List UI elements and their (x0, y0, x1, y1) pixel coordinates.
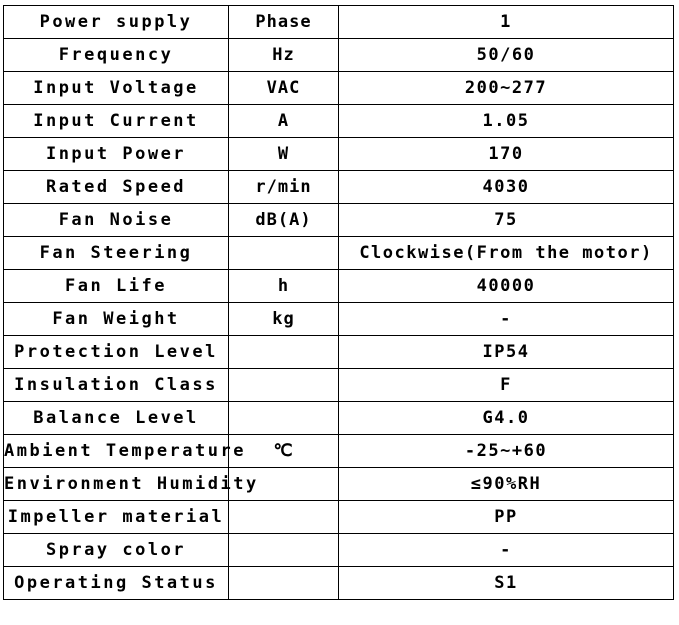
parameter-cell: Input Current (4, 105, 229, 138)
value-cell: - (339, 303, 674, 336)
parameter-cell: Input Voltage (4, 72, 229, 105)
parameter-cell: Rated Speed (4, 171, 229, 204)
unit-cell (229, 501, 339, 534)
value-cell: F (339, 369, 674, 402)
value-cell: -25~+60 (339, 435, 674, 468)
unit-cell: dB(A) (229, 204, 339, 237)
table-row (4, 501, 674, 534)
parameter-cell: Fan Life (4, 270, 229, 303)
value-cell: Clockwise(From the motor) (339, 237, 674, 270)
unit-cell: A (229, 105, 339, 138)
unit-cell: ℃ (229, 435, 339, 468)
value-cell: 1 (339, 6, 674, 39)
unit-cell: W (229, 138, 339, 171)
value-cell: 200~277 (339, 72, 674, 105)
value-cell: 40000 (339, 270, 674, 303)
parameter-cell: Input Power (4, 138, 229, 171)
parameter-cell: Impeller material (4, 501, 229, 534)
table-row (4, 468, 674, 501)
parameter-cell: Insulation Class (4, 369, 229, 402)
unit-cell: kg (229, 303, 339, 336)
unit-cell: Hz (229, 39, 339, 72)
value-cell: 50/60 (339, 39, 674, 72)
table-row (4, 6, 674, 39)
table-row (4, 138, 674, 171)
parameter-cell: Power supply (4, 6, 229, 39)
value-cell: G4.0 (339, 402, 674, 435)
table-row (4, 237, 674, 270)
parameter-cell: Fan Steering (4, 237, 229, 270)
value-cell: 170 (339, 138, 674, 171)
table-row (4, 336, 674, 369)
parameter-cell: Operating Status (4, 567, 229, 600)
table-row (4, 369, 674, 402)
parameter-cell: Ambient Temperature (4, 435, 229, 468)
table-row (4, 435, 674, 468)
value-cell: 75 (339, 204, 674, 237)
parameter-cell: Spray color (4, 534, 229, 567)
unit-cell (229, 402, 339, 435)
table-row (4, 72, 674, 105)
parameter-cell: Balance Level (4, 402, 229, 435)
unit-cell (229, 237, 339, 270)
value-cell: 4030 (339, 171, 674, 204)
unit-cell: Phase (229, 6, 339, 39)
value-cell: IP54 (339, 336, 674, 369)
unit-cell (229, 567, 339, 600)
parameter-cell: Frequency (4, 39, 229, 72)
value-cell: PP (339, 501, 674, 534)
table-row (4, 567, 674, 600)
value-cell: S1 (339, 567, 674, 600)
spec-table-body (4, 6, 674, 600)
table-row (4, 402, 674, 435)
parameter-cell: Environment Humidity (4, 468, 229, 501)
value-cell: - (339, 534, 674, 567)
unit-cell (229, 534, 339, 567)
parameter-cell: Fan Weight (4, 303, 229, 336)
table-row (4, 303, 674, 336)
unit-cell: r/min (229, 171, 339, 204)
unit-cell: h (229, 270, 339, 303)
table-row (4, 105, 674, 138)
table-row (4, 270, 674, 303)
value-cell: ≤90%RH (339, 468, 674, 501)
parameter-cell: Fan Noise (4, 204, 229, 237)
parameter-cell: Protection Level (4, 336, 229, 369)
unit-cell: VAC (229, 72, 339, 105)
table-row (4, 171, 674, 204)
value-cell: 1.05 (339, 105, 674, 138)
table-row (4, 204, 674, 237)
unit-cell (229, 369, 339, 402)
spec-table (3, 5, 674, 600)
unit-cell (229, 336, 339, 369)
table-row (4, 39, 674, 72)
table-row (4, 534, 674, 567)
